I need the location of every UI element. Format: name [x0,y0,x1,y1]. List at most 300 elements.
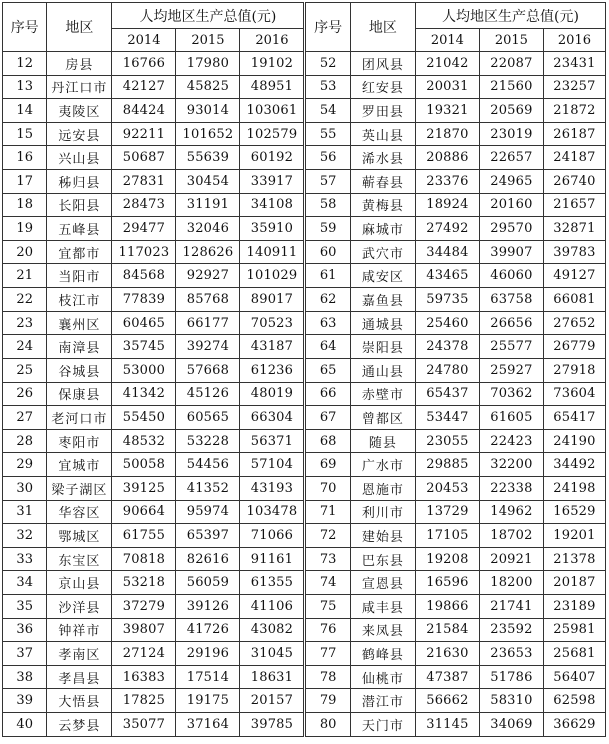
gdp-2016-left: 70523 [240,311,305,335]
gdp-2015-left: 19175 [176,689,240,713]
gdp-2014-right: 16596 [415,571,479,595]
row-number-right: 68 [305,429,350,453]
gdp-2016-left: 43082 [240,618,305,642]
gdp-2015-left: 56059 [176,571,240,595]
row-number-left: 22 [3,288,47,312]
row-number-left: 19 [3,217,47,241]
gdp-2015-left: 37164 [176,713,240,737]
gdp-2015-right: 23653 [479,642,543,666]
table-row [3,524,606,548]
year-header-2015-left: 2015 [176,29,240,52]
gdp-2016-left: 66304 [240,406,305,430]
region-name-left: 老河口市 [47,406,112,430]
gdp-2014-right: 53447 [415,406,479,430]
gdp-2015-left: 93014 [176,99,240,123]
index-header-right: 序号 [305,3,350,52]
gdp-2014-right: 13729 [415,500,479,524]
gdp-2015-right: 21741 [479,595,543,619]
region-name-left: 钟祥市 [47,618,112,642]
row-number-right: 52 [305,52,350,76]
gdp-2016-right: 56407 [543,665,605,689]
region-name-left: 枣阳市 [47,429,112,453]
gdp-2014-right: 20886 [415,146,479,170]
gdp-2016-right: 23189 [543,595,605,619]
table-row [3,547,606,571]
gdp-2014-left: 53218 [112,571,176,595]
region-name-right: 咸丰县 [350,595,415,619]
region-name-right: 黄梅县 [350,193,415,217]
gdp-2014-left: 117023 [112,240,176,264]
gdp-2014-left: 27124 [112,642,176,666]
year-header-2014-left: 2014 [112,29,176,52]
row-number-left: 14 [3,99,47,123]
gdp-2016-left: 71066 [240,524,305,548]
gdp-2015-right: 34069 [479,713,543,737]
gdp-2014-right: 47387 [415,665,479,689]
table-row [3,99,606,123]
row-number-right: 77 [305,642,350,666]
gdp-2015-left: 128626 [176,240,240,264]
gdp-2015-right: 22338 [479,476,543,500]
row-number-left: 29 [3,453,47,477]
region-name-right: 咸安区 [350,264,415,288]
gdp-2014-right: 21584 [415,618,479,642]
gdp-2016-right: 25681 [543,642,605,666]
gdp-2016-right: 26187 [543,122,605,146]
region-name-left: 秭归县 [47,170,112,194]
gdp-2014-right: 17105 [415,524,479,548]
gdp-2015-right: 58310 [479,689,543,713]
gdp-2015-left: 54456 [176,453,240,477]
gdp-2015-left: 55639 [176,146,240,170]
gdp-2016-left: 61236 [240,358,305,382]
gdp-2016-right: 26740 [543,170,605,194]
row-number-right: 66 [305,382,350,406]
gdp-2015-left: 53228 [176,429,240,453]
region-name-right: 利川市 [350,500,415,524]
region-name-left: 保康县 [47,382,112,406]
row-number-right: 69 [305,453,350,477]
table-row [3,713,606,737]
gdp-2016-right: 27918 [543,358,605,382]
gdp-2015-left: 30454 [176,170,240,194]
gdp-2016-left: 48019 [240,382,305,406]
gdp-2016-left: 56371 [240,429,305,453]
gdp-2014-left: 60465 [112,311,176,335]
table-row [3,75,606,99]
region-name-left: 襄州区 [47,311,112,335]
row-number-left: 30 [3,476,47,500]
row-number-left: 26 [3,382,47,406]
row-number-right: 57 [305,170,350,194]
gdp-2014-left: 84424 [112,99,176,123]
gdp-2015-right: 14962 [479,500,543,524]
gdp-2016-left: 89017 [240,288,305,312]
row-number-right: 55 [305,122,350,146]
gdp-2015-right: 21560 [479,75,543,99]
gdp-2015-left: 32046 [176,217,240,241]
region-name-left: 长阳县 [47,193,112,217]
row-number-right: 61 [305,264,350,288]
gdp-2015-left: 101652 [176,122,240,146]
region-name-left: 五峰县 [47,217,112,241]
region-name-left: 京山县 [47,571,112,595]
gdp-2015-right: 20569 [479,99,543,123]
region-name-right: 武穴市 [350,240,415,264]
year-header-2016-left: 2016 [240,29,305,52]
region-name-right: 天门市 [350,713,415,737]
gdp-2016-left: 91161 [240,547,305,571]
table-row [3,122,606,146]
row-number-right: 76 [305,618,350,642]
gdp-2015-right: 29570 [479,217,543,241]
gdp-2014-right: 25460 [415,311,479,335]
row-number-left: 12 [3,52,47,76]
row-number-right: 54 [305,99,350,123]
gdp-2014-left: 39125 [112,476,176,500]
region-name-left: 云梦县 [47,713,112,737]
table-row [3,453,606,477]
region-name-right: 赤壁市 [350,382,415,406]
gdp-2015-right: 18702 [479,524,543,548]
row-number-left: 40 [3,713,47,737]
row-number-left: 17 [3,170,47,194]
gdp-2016-right: 36629 [543,713,605,737]
gdp-header-left: 人均地区生产总值(元) [112,3,305,29]
gdp-2016-right: 16529 [543,500,605,524]
gdp-2016-left: 140911 [240,240,305,264]
gdp-2016-left: 41106 [240,595,305,619]
gdp-2014-left: 17825 [112,689,176,713]
region-name-left: 东宝区 [47,547,112,571]
per-capita-gdp-table [2,2,606,737]
row-number-left: 18 [3,193,47,217]
table-row [3,382,606,406]
gdp-2014-left: 77839 [112,288,176,312]
row-number-left: 24 [3,335,47,359]
row-number-left: 28 [3,429,47,453]
region-name-right: 罗田县 [350,99,415,123]
table-row [3,429,606,453]
row-number-left: 23 [3,311,47,335]
gdp-2015-left: 45825 [176,75,240,99]
table-row [3,146,606,170]
gdp-2016-left: 18631 [240,665,305,689]
gdp-2016-right: 24198 [543,476,605,500]
gdp-2014-left: 39807 [112,618,176,642]
table-row [3,406,606,430]
region-name-left: 宜都市 [47,240,112,264]
row-number-left: 34 [3,571,47,595]
gdp-2015-right: 61605 [479,406,543,430]
gdp-2016-right: 49127 [543,264,605,288]
gdp-2014-right: 21870 [415,122,479,146]
gdp-2015-left: 41726 [176,618,240,642]
gdp-2014-left: 16383 [112,665,176,689]
table-row [3,288,606,312]
gdp-2016-left: 60192 [240,146,305,170]
index-header-left: 序号 [3,3,47,52]
gdp-2014-left: 27831 [112,170,176,194]
gdp-2015-right: 18200 [479,571,543,595]
region-name-right: 宣恩县 [350,571,415,595]
gdp-2016-left: 39785 [240,713,305,737]
table-row [3,618,606,642]
row-number-left: 21 [3,264,47,288]
region-name-right: 建始县 [350,524,415,548]
region-name-right: 潜江市 [350,689,415,713]
row-number-right: 59 [305,217,350,241]
region-name-right: 浠水县 [350,146,415,170]
table-row [3,170,606,194]
region-header-right: 地区 [350,3,415,52]
region-name-right: 曾都区 [350,406,415,430]
region-name-right: 巴东县 [350,547,415,571]
row-number-left: 38 [3,665,47,689]
gdp-2014-left: 16766 [112,52,176,76]
region-name-right: 通城县 [350,311,415,335]
row-number-right: 56 [305,146,350,170]
region-header-left: 地区 [47,3,112,52]
gdp-2014-left: 28473 [112,193,176,217]
gdp-2015-left: 57668 [176,358,240,382]
gdp-2014-left: 41342 [112,382,176,406]
gdp-2016-right: 73604 [543,382,605,406]
gdp-2015-left: 31191 [176,193,240,217]
region-name-right: 鹤峰县 [350,642,415,666]
gdp-2016-right: 21378 [543,547,605,571]
gdp-2016-left: 19102 [240,52,305,76]
year-header-2015-right: 2015 [479,29,543,52]
gdp-2016-right: 20187 [543,571,605,595]
gdp-2015-right: 25927 [479,358,543,382]
gdp-2014-right: 23055 [415,429,479,453]
row-number-right: 70 [305,476,350,500]
gdp-2016-right: 32871 [543,217,605,241]
gdp-2016-left: 102579 [240,122,305,146]
region-name-left: 鄂城区 [47,524,112,548]
region-name-right: 随县 [350,429,415,453]
gdp-2015-right: 46060 [479,264,543,288]
table-row [3,595,606,619]
row-number-left: 32 [3,524,47,548]
gdp-2015-right: 51786 [479,665,543,689]
gdp-2016-left: 31045 [240,642,305,666]
gdp-2014-right: 19208 [415,547,479,571]
gdp-2015-left: 17514 [176,665,240,689]
region-name-right: 通山县 [350,358,415,382]
gdp-2014-right: 19866 [415,595,479,619]
region-name-right: 英山县 [350,122,415,146]
region-name-left: 华容区 [47,500,112,524]
region-name-right: 恩施市 [350,476,415,500]
region-name-left: 丹江口市 [47,75,112,99]
gdp-2014-right: 59735 [415,288,479,312]
table-row [3,335,606,359]
gdp-2014-left: 35077 [112,713,176,737]
gdp-2014-right: 29885 [415,453,479,477]
gdp-2015-left: 17980 [176,52,240,76]
gdp-2014-left: 29477 [112,217,176,241]
gdp-2014-right: 23376 [415,170,479,194]
region-name-right: 蕲春县 [350,170,415,194]
gdp-2014-left: 48532 [112,429,176,453]
gdp-2014-left: 53000 [112,358,176,382]
gdp-2016-left: 103061 [240,99,305,123]
gdp-2015-left: 29196 [176,642,240,666]
region-name-right: 红安县 [350,75,415,99]
gdp-2016-right: 27652 [543,311,605,335]
gdp-2014-right: 34484 [415,240,479,264]
region-name-right: 团风县 [350,52,415,76]
table-row [3,476,606,500]
region-name-left: 房县 [47,52,112,76]
gdp-2015-right: 24965 [479,170,543,194]
gdp-2015-right: 70362 [479,382,543,406]
gdp-2016-right: 21872 [543,99,605,123]
region-name-left: 南漳县 [47,335,112,359]
gdp-2016-left: 43187 [240,335,305,359]
row-number-right: 65 [305,358,350,382]
row-number-right: 73 [305,547,350,571]
gdp-2015-right: 26656 [479,311,543,335]
row-number-right: 62 [305,288,350,312]
gdp-2014-right: 20031 [415,75,479,99]
gdp-2014-right: 31145 [415,713,479,737]
region-name-left: 兴山县 [47,146,112,170]
row-number-right: 67 [305,406,350,430]
row-number-right: 63 [305,311,350,335]
gdp-2014-right: 65437 [415,382,479,406]
gdp-2014-right: 43465 [415,264,479,288]
row-number-right: 79 [305,689,350,713]
row-number-left: 37 [3,642,47,666]
gdp-2015-right: 25577 [479,335,543,359]
gdp-2015-right: 20921 [479,547,543,571]
region-name-left: 沙洋县 [47,595,112,619]
row-number-right: 80 [305,713,350,737]
gdp-2016-right: 66081 [543,288,605,312]
gdp-2015-right: 23592 [479,618,543,642]
region-name-left: 宜城市 [47,453,112,477]
region-name-left: 孝南区 [47,642,112,666]
gdp-2015-right: 20160 [479,193,543,217]
table-row [3,240,606,264]
region-name-right: 广水市 [350,453,415,477]
region-name-left: 远安县 [47,122,112,146]
region-name-left: 枝江市 [47,288,112,312]
gdp-2015-left: 95974 [176,500,240,524]
gdp-2014-right: 21630 [415,642,479,666]
gdp-2014-left: 35745 [112,335,176,359]
gdp-2014-right: 56662 [415,689,479,713]
row-number-left: 16 [3,146,47,170]
gdp-2015-right: 22657 [479,146,543,170]
gdp-2016-right: 26779 [543,335,605,359]
region-name-left: 谷城县 [47,358,112,382]
table-header [3,3,606,52]
table-row [3,193,606,217]
gdp-2014-left: 84568 [112,264,176,288]
table-row [3,500,606,524]
row-number-right: 78 [305,665,350,689]
gdp-2014-left: 55450 [112,406,176,430]
gdp-2015-left: 82616 [176,547,240,571]
row-number-left: 25 [3,358,47,382]
gdp-2014-right: 21042 [415,52,479,76]
gdp-2015-right: 32200 [479,453,543,477]
table-row [3,642,606,666]
gdp-2016-right: 62598 [543,689,605,713]
region-name-right: 崇阳县 [350,335,415,359]
gdp-2016-left: 43193 [240,476,305,500]
gdp-2015-left: 45126 [176,382,240,406]
gdp-2016-right: 34492 [543,453,605,477]
row-number-left: 15 [3,122,47,146]
table-row [3,358,606,382]
gdp-2015-right: 39907 [479,240,543,264]
gdp-2016-left: 34108 [240,193,305,217]
row-number-left: 13 [3,75,47,99]
region-name-right: 嘉鱼县 [350,288,415,312]
gdp-2016-right: 23257 [543,75,605,99]
gdp-2015-left: 39274 [176,335,240,359]
table-row [3,311,606,335]
gdp-2015-left: 39126 [176,595,240,619]
row-number-left: 31 [3,500,47,524]
gdp-2015-right: 22087 [479,52,543,76]
region-name-left: 夷陵区 [47,99,112,123]
table-row [3,52,606,76]
row-number-right: 58 [305,193,350,217]
gdp-2016-left: 20157 [240,689,305,713]
gdp-2016-right: 23431 [543,52,605,76]
gdp-2014-left: 61755 [112,524,176,548]
gdp-2015-left: 60565 [176,406,240,430]
gdp-2016-right: 39783 [543,240,605,264]
gdp-2016-left: 101029 [240,264,305,288]
region-name-left: 梁子湖区 [47,476,112,500]
gdp-2016-right: 65417 [543,406,605,430]
gdp-2016-left: 48951 [240,75,305,99]
gdp-2014-right: 20453 [415,476,479,500]
gdp-2014-left: 90664 [112,500,176,524]
gdp-2014-right: 24378 [415,335,479,359]
gdp-2014-left: 70818 [112,547,176,571]
row-number-right: 74 [305,571,350,595]
table-row [3,689,606,713]
gdp-2014-right: 19321 [415,99,479,123]
gdp-2016-right: 19201 [543,524,605,548]
gdp-2016-left: 33917 [240,170,305,194]
row-number-right: 75 [305,595,350,619]
row-number-right: 60 [305,240,350,264]
region-name-left: 大悟县 [47,689,112,713]
gdp-2015-left: 65397 [176,524,240,548]
gdp-2016-right: 24187 [543,146,605,170]
row-number-left: 36 [3,618,47,642]
gdp-2014-left: 92211 [112,122,176,146]
gdp-2014-left: 37279 [112,595,176,619]
gdp-2015-left: 85768 [176,288,240,312]
gdp-header-right: 人均地区生产总值(元) [415,3,605,29]
table-body [3,52,606,737]
gdp-2016-left: 61355 [240,571,305,595]
gdp-2015-left: 41352 [176,476,240,500]
gdp-2014-left: 50058 [112,453,176,477]
gdp-2014-right: 24780 [415,358,479,382]
gdp-2016-right: 21657 [543,193,605,217]
